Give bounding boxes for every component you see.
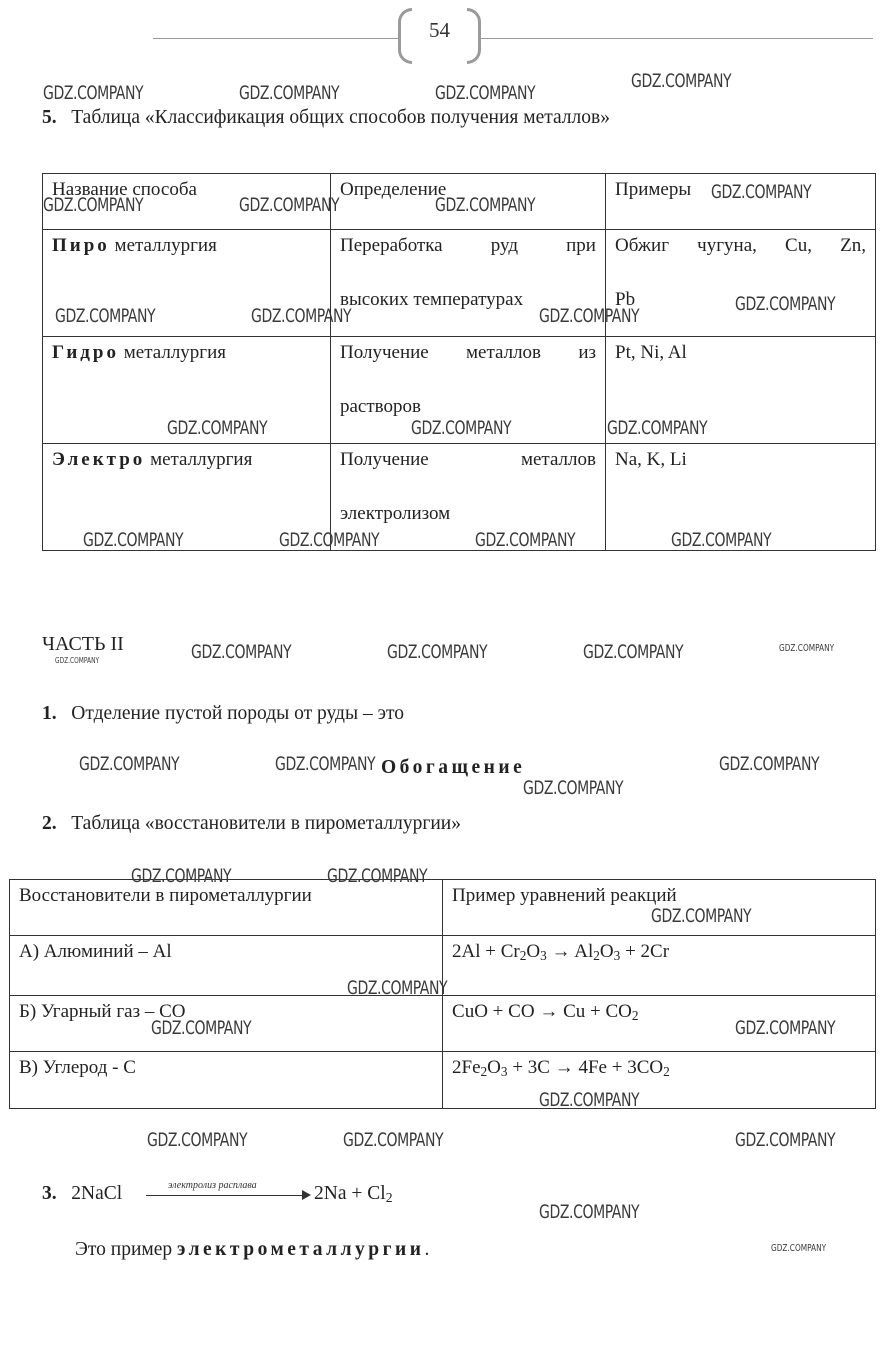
- watermark: GDZ.COMPANY: [583, 641, 684, 663]
- q1-answer: Обогащение: [381, 757, 526, 778]
- q3-sentence: [75, 1239, 429, 1261]
- word: Cu,: [785, 235, 812, 256]
- watermark: GDZ.COMPANY: [347, 977, 448, 999]
- q3-right: [314, 1183, 393, 1205]
- part2-title: ЧАСТЬ II: [42, 633, 124, 655]
- watermark: GDZ.COMPANY: [239, 82, 340, 104]
- watermark: GDZ.COMPANY: [151, 1017, 252, 1039]
- watermark: GDZ.COMPANY: [523, 777, 624, 799]
- reducer-cell: Б) Угарный газ – CO: [10, 996, 443, 1052]
- watermark: GDZ.COMPANY: [779, 643, 835, 654]
- q3-equation-left: [42, 1183, 122, 1205]
- equation-text: $2Al + Cr_2O_3 \to Al_2O_3 + 2Cr$: [452, 941, 670, 963]
- watermark: GDZ.COMPANY: [607, 417, 708, 439]
- methods-table: [42, 173, 876, 551]
- examples-cell: [606, 337, 876, 444]
- watermark: GDZ.COMPANY: [735, 293, 836, 315]
- equation-text: CuO + CO → $Cu + CO_2$: [452, 1001, 639, 1023]
- definition-cell: [331, 230, 606, 337]
- q1-number: 1.: [42, 703, 57, 724]
- examples-line1: [615, 233, 866, 259]
- watermark: GDZ.COMPANY: [411, 417, 512, 439]
- watermark: GDZ.COMPANY: [327, 865, 428, 887]
- definition-cell: [331, 444, 606, 551]
- header-rule-left: [153, 38, 398, 39]
- q2-number: 2.: [42, 813, 57, 834]
- method-name: металлургия: [119, 342, 227, 363]
- watermark: GDZ.COMPANY: [735, 1017, 836, 1039]
- q3-answer: электрометаллургии: [177, 1239, 425, 1260]
- watermark: GDZ.COMPANY: [131, 865, 232, 887]
- q3-sentence-end: .: [424, 1239, 430, 1260]
- watermark: GDZ.COMPANY: [167, 417, 268, 439]
- table-row: [43, 230, 876, 337]
- word: Zn,: [840, 235, 866, 256]
- q1-text: Отделение пустой породы от руды – это: [71, 703, 404, 724]
- table-row: [10, 936, 876, 996]
- watermark: GDZ.COMPANY: [671, 529, 772, 551]
- watermark: GDZ.COMPANY: [631, 70, 732, 92]
- definition-line1: [340, 340, 596, 366]
- header-equation: Пример уравнений реакций: [443, 880, 876, 936]
- equation-cell: [443, 936, 876, 996]
- watermark: GDZ.COMPANY: [83, 529, 184, 551]
- q1-line: [42, 703, 404, 725]
- watermark: GDZ.COMPANY: [435, 194, 536, 216]
- page-number: 54: [429, 18, 450, 42]
- examples-line1: Na, K, Li: [615, 449, 687, 470]
- word: металлов: [466, 342, 542, 363]
- q2-title: Таблица «восстановители в пирометаллургии»: [71, 813, 461, 834]
- word: металлов: [520, 449, 596, 470]
- reducer-cell: В) Углерод - C: [10, 1052, 443, 1109]
- watermark: GDZ.COMPANY: [719, 753, 820, 775]
- watermark: GDZ.COMPANY: [55, 656, 100, 665]
- methods-table-header: [43, 174, 876, 230]
- equation-cell: [443, 996, 876, 1052]
- watermark: GDZ.COMPANY: [735, 1129, 836, 1151]
- definition-line1: [340, 447, 596, 473]
- table-row: [43, 337, 876, 444]
- equation-text: $2Fe_2O_3 + 3C \to 4Fe + 3CO_2$: [452, 1057, 670, 1079]
- q3-number: 3.: [42, 1183, 57, 1204]
- word: чугуна,: [697, 235, 757, 256]
- examples-line1: Pt, Ni, Al: [615, 342, 687, 363]
- watermark: GDZ.COMPANY: [539, 305, 640, 327]
- method-name: металлургия: [109, 235, 217, 256]
- examples-cell: [606, 230, 876, 337]
- method-cell: [43, 444, 331, 551]
- watermark: GDZ.COMPANY: [55, 305, 156, 327]
- equation-cell: [443, 1052, 876, 1109]
- method-prefix: Пиро: [52, 235, 110, 256]
- reducers-table-header: [10, 880, 876, 936]
- watermark: GDZ.COMPANY: [475, 529, 576, 551]
- definition-line2: растворов: [340, 396, 421, 417]
- definition-line1: [340, 233, 596, 259]
- watermark: GDZ.COMPANY: [539, 1089, 640, 1111]
- watermark: GDZ.COMPANY: [771, 1243, 827, 1254]
- task5-number: 5.: [42, 107, 57, 128]
- word: руд: [490, 235, 518, 256]
- page-number-bracket-left: [398, 8, 412, 64]
- definition-line2: электролизом: [340, 503, 451, 524]
- reducer-cell: А) Алюминий – Al: [10, 936, 443, 996]
- reaction-arrow: [146, 1178, 314, 1204]
- watermark: GDZ.COMPANY: [387, 641, 488, 663]
- watermark: GDZ.COMPANY: [147, 1129, 248, 1151]
- header-reducer: Восстановители в пирометаллургии: [10, 880, 443, 936]
- watermark: GDZ.COMPANY: [43, 194, 144, 216]
- word: Переработка: [340, 235, 443, 256]
- watermark: GDZ.COMPANY: [651, 905, 752, 927]
- q3-left: 2NaCl: [71, 1183, 123, 1204]
- watermark: GDZ.COMPANY: [251, 305, 352, 327]
- table-row: [10, 996, 876, 1052]
- word: при: [566, 235, 596, 256]
- method-cell: [43, 230, 331, 337]
- watermark: GDZ.COMPANY: [539, 1201, 640, 1223]
- page-number-bracket-right: [467, 8, 481, 64]
- word: Получение: [340, 342, 429, 363]
- watermark: GDZ.COMPANY: [343, 1129, 444, 1151]
- word: Обжиг: [615, 235, 670, 256]
- arrow-shaft: [146, 1195, 306, 1196]
- method-name: металлургия: [145, 449, 253, 470]
- word: Получение: [340, 449, 429, 470]
- examples-line2: Pb: [615, 289, 636, 310]
- q3-sentence-start: Это пример: [75, 1239, 178, 1260]
- arrow-head-icon: [302, 1190, 311, 1200]
- task5-heading: [42, 107, 610, 129]
- watermark: GDZ.COMPANY: [79, 753, 180, 775]
- header-definition: Определение: [331, 174, 606, 230]
- examples-cell: [606, 444, 876, 551]
- table-row: [43, 444, 876, 551]
- definition-line2: высоких температурах: [340, 289, 524, 310]
- watermark: GDZ.COMPANY: [711, 181, 812, 203]
- task5-title: Таблица «Классификация общих способов получения металлов»: [71, 107, 610, 128]
- watermark: GDZ.COMPANY: [43, 82, 144, 104]
- watermark: GDZ.COMPANY: [275, 753, 376, 775]
- watermark: GDZ.COMPANY: [435, 82, 536, 104]
- word: из: [578, 342, 596, 363]
- table-row: [10, 1052, 876, 1109]
- method-prefix: Гидро: [52, 342, 119, 363]
- definition-cell: [331, 337, 606, 444]
- method-prefix: Электро: [52, 449, 146, 470]
- watermark: GDZ.COMPANY: [279, 529, 380, 551]
- q2-heading: [42, 813, 461, 835]
- header-rule-right: [481, 38, 873, 39]
- method-cell: [43, 337, 331, 444]
- header-method: Название способа: [43, 174, 331, 230]
- arrow-label: электролиз расплава: [168, 1180, 257, 1191]
- watermark: GDZ.COMPANY: [191, 641, 292, 663]
- watermark: GDZ.COMPANY: [239, 194, 340, 216]
- q3-right-text: $2Na + Cl_2$: [314, 1183, 393, 1205]
- reducers-table: [9, 879, 876, 1109]
- header-examples: Примеры: [606, 174, 876, 230]
